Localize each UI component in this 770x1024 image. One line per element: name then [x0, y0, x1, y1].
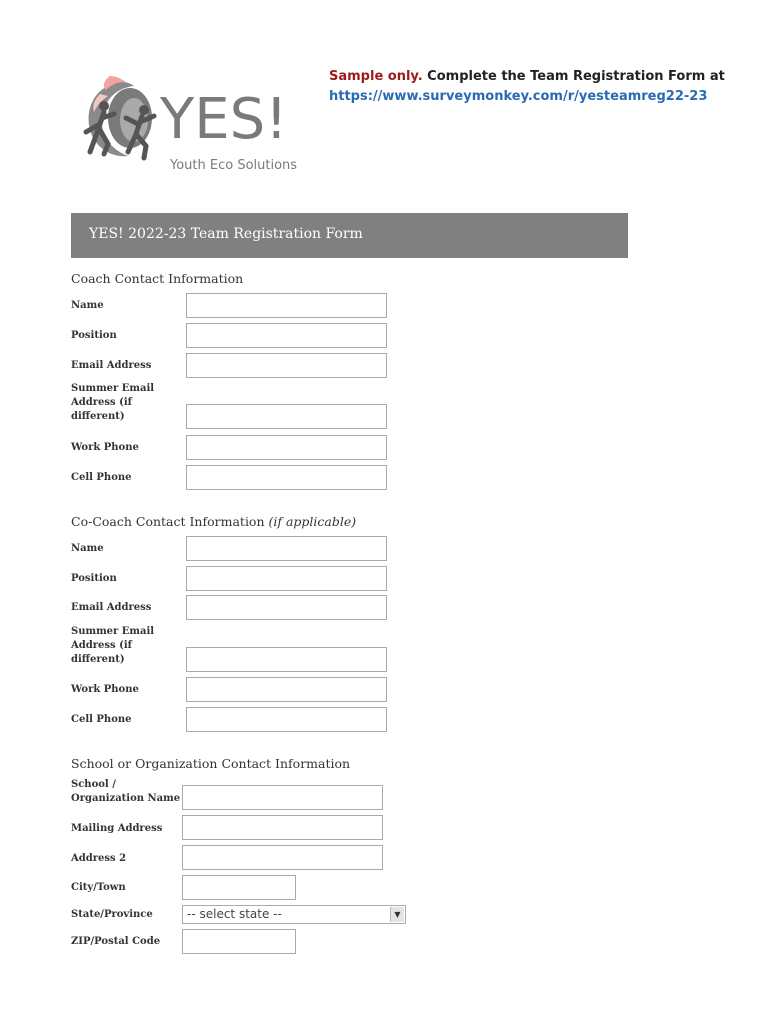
logo-graphic [82, 72, 312, 177]
cocoach-heading-text: Co-Coach Contact Information [71, 514, 269, 529]
cocoach-name-label: Name [71, 543, 104, 554]
state-label: State/Province [71, 909, 153, 920]
sample-notice [329, 67, 725, 107]
chevron-down-icon[interactable]: ▼ [390, 907, 404, 922]
coach-email-label: Email Address [71, 360, 152, 371]
yes-logo [82, 72, 312, 177]
cocoach-section-heading [71, 514, 356, 529]
school-section-heading: School or Organization Contact Information [71, 756, 351, 771]
form-title: YES! 2022-23 Team Registration Form [89, 226, 363, 242]
coach-cell-phone-input[interactable] [186, 465, 387, 490]
city-input[interactable] [182, 875, 296, 900]
cocoach-heading-note: (if applicable) [268, 514, 357, 529]
sample-only-text: Sample only. [329, 69, 423, 84]
school-name-label: School / Organization Name [71, 779, 181, 804]
cocoach-work-phone-input[interactable] [186, 677, 387, 702]
zip-label: ZIP/Postal Code [71, 936, 161, 947]
coach-name-label: Name [71, 300, 104, 311]
cocoach-work-phone-label: Work Phone [71, 684, 139, 695]
logo-wordmark: YES! [160, 87, 288, 152]
coach-position-label: Position [71, 330, 117, 341]
coach-work-phone-input[interactable] [186, 435, 387, 460]
cocoach-position-input[interactable] [186, 566, 387, 591]
coach-summer-email-input[interactable] [186, 404, 387, 429]
zip-input[interactable] [182, 929, 296, 954]
coach-summer-email-label: Summer Email Address (if different) [71, 383, 155, 422]
city-label: City/Town [71, 882, 126, 893]
survey-link[interactable]: https://www.surveymonkey.com/r/yesteamreg22-23 [329, 89, 708, 104]
notice-text: Complete the Team Registration Form at [422, 69, 725, 84]
state-select[interactable] [182, 905, 406, 924]
coach-work-phone-label: Work Phone [71, 442, 139, 453]
cocoach-summer-email-input[interactable] [186, 647, 387, 672]
coach-section-heading: Coach Contact Information [71, 271, 244, 286]
logo-tagline: Youth Eco Solutions [170, 158, 298, 173]
cocoach-email-input[interactable] [186, 595, 387, 620]
state-select-value: -- select state -- [187, 907, 282, 921]
form-title-banner [71, 213, 628, 258]
coach-position-input[interactable] [186, 323, 387, 348]
address2-input[interactable] [182, 845, 383, 870]
cocoach-email-label: Email Address [71, 602, 152, 613]
cocoach-summer-email-label: Summer Email Address (if different) [71, 626, 155, 665]
coach-name-input[interactable] [186, 293, 387, 318]
coach-email-input[interactable] [186, 353, 387, 378]
cocoach-name-input[interactable] [186, 536, 387, 561]
cocoach-cell-phone-label: Cell Phone [71, 714, 132, 725]
cocoach-position-label: Position [71, 573, 117, 584]
mailing-address-input[interactable] [182, 815, 383, 840]
address2-label: Address 2 [71, 853, 127, 864]
coach-cell-phone-label: Cell Phone [71, 472, 132, 483]
cocoach-cell-phone-input[interactable] [186, 707, 387, 732]
mailing-address-label: Mailing Address [71, 823, 163, 834]
school-name-input[interactable] [182, 785, 383, 810]
